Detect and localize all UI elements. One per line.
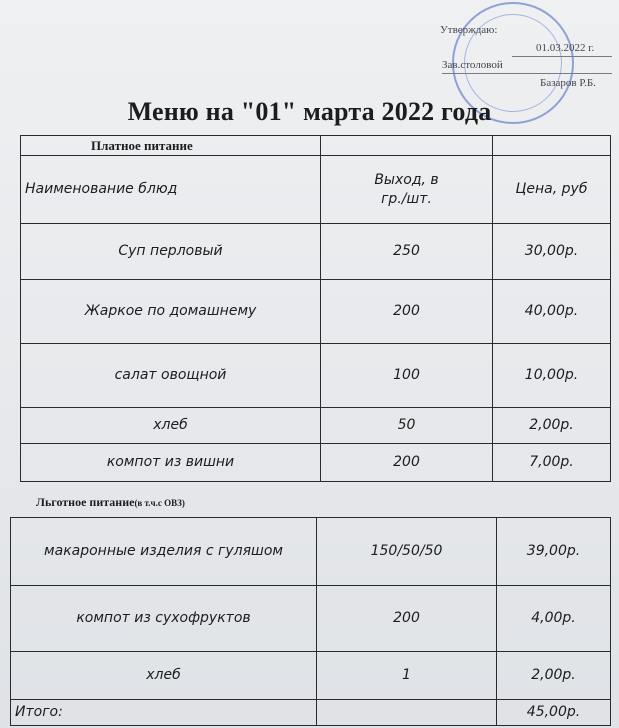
table-row <box>21 224 611 280</box>
dish-name: Суп перловый <box>21 224 321 280</box>
dish-name: компот из вишни <box>21 444 321 482</box>
total-label: Итого: <box>11 700 317 726</box>
dish-yield: 100 <box>321 344 493 408</box>
approve-label: Утверждаю: <box>440 24 498 36</box>
benefit-section-title <box>36 495 185 510</box>
dish-price: 7,00р. <box>493 444 611 482</box>
dish-name: Жаркое по домашнему <box>21 280 321 344</box>
dish-price: 4,00р. <box>497 586 611 652</box>
total-value: 45,00р. <box>497 700 611 726</box>
table-row <box>21 408 611 444</box>
dish-name: компот из сухофруктов <box>11 586 317 652</box>
dish-name: хлеб <box>21 408 321 444</box>
dish-price: 2,00р. <box>497 652 611 700</box>
dish-price: 39,00р. <box>497 518 611 586</box>
dish-yield: 1 <box>317 652 497 700</box>
dish-name: макаронные изделия с гуляшом <box>11 518 317 586</box>
dish-price: 10,00р. <box>493 344 611 408</box>
header-row <box>21 156 611 224</box>
table-row <box>11 652 611 700</box>
column-header-price: Цена, руб <box>493 156 611 224</box>
benefit-menu-table <box>10 517 611 726</box>
paid-menu-table <box>20 135 611 482</box>
dish-price: 30,00р. <box>493 224 611 280</box>
dish-yield: 200 <box>321 280 493 344</box>
benefit-section-note: (в т.ч.с ОВЗ) <box>134 498 185 508</box>
table-row <box>21 344 611 408</box>
page-title: Меню на "01" марта 2022 года <box>127 97 492 126</box>
empty-cell <box>493 136 611 156</box>
empty-cell <box>321 136 493 156</box>
dish-yield: 200 <box>317 586 497 652</box>
empty-cell <box>317 700 497 726</box>
signature-line <box>442 73 612 74</box>
dish-yield: 150/50/50 <box>317 518 497 586</box>
dish-price: 2,00р. <box>493 408 611 444</box>
dish-price: 40,00р. <box>493 280 611 344</box>
total-row <box>11 700 611 726</box>
dish-name: салат овощной <box>21 344 321 408</box>
dish-yield: 200 <box>321 444 493 482</box>
table-row <box>21 280 611 344</box>
column-header-yield: Выход, в гр./шт. <box>321 156 493 224</box>
benefit-section-label: Льготное питание <box>36 495 135 509</box>
section-row <box>21 136 611 156</box>
dish-yield: 50 <box>321 408 493 444</box>
table-row <box>11 586 611 652</box>
approval-date: 01.03.2022 г. <box>536 42 595 54</box>
column-header-name: Наименование блюд <box>21 156 321 224</box>
dish-name: хлеб <box>11 652 317 700</box>
date-underline <box>512 56 612 57</box>
approver-name: Базаров Р.Б. <box>540 77 596 89</box>
dish-yield: 250 <box>321 224 493 280</box>
table-row <box>21 444 611 482</box>
table-row <box>11 518 611 586</box>
paid-section-label: Платное питание <box>21 136 321 156</box>
approver-position: Зав.столовой <box>442 59 503 71</box>
